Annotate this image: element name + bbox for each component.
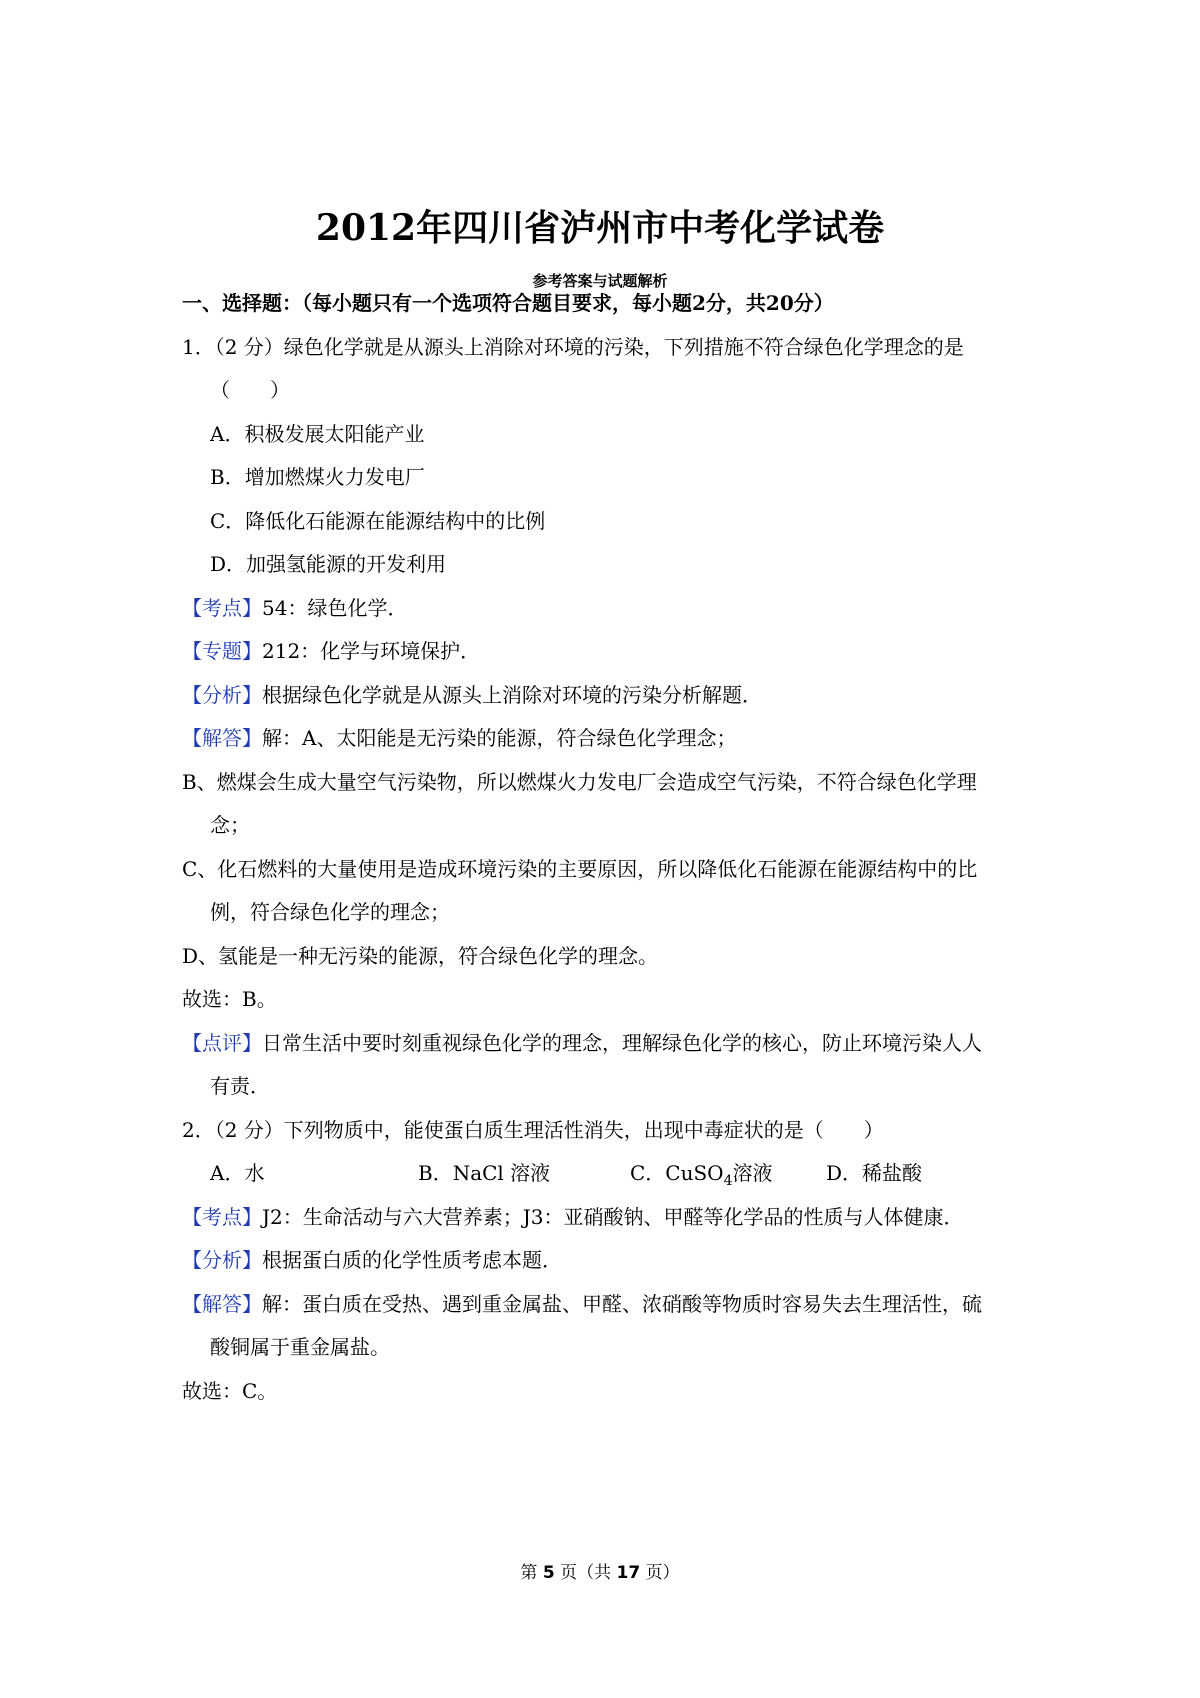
fenxi-tag: 【分析】 bbox=[182, 683, 262, 707]
kaodian-tag: 【考点】 bbox=[182, 1205, 262, 1229]
zhuanti-text: 212：化学与环境保护． bbox=[262, 639, 481, 663]
kaodian-tag: 【考点】 bbox=[182, 596, 262, 620]
q1-c-line1: C、化石燃料的大量使用是造成环境污染的主要原因，所以降低化石能源在能源结构中的比 bbox=[182, 857, 978, 881]
jieda-text: 解：A、太阳能是无污染的能源，符合绿色化学理念； bbox=[262, 726, 737, 750]
q2-answer: 故选：C。 bbox=[182, 1379, 278, 1403]
q1-b-line2: 念； bbox=[210, 813, 250, 837]
page-title: 2012年四川省泸州市中考化学试卷 bbox=[315, 207, 885, 249]
q2-option-c-pre: C．CuSO bbox=[630, 1161, 724, 1185]
q1-option-c: C．降低化石能源在能源结构中的比例 bbox=[210, 509, 546, 533]
zhuanti-tag: 【专题】 bbox=[182, 639, 262, 663]
q1-dianping bbox=[182, 1031, 982, 1055]
q2-option-d: D．稀盐酸 bbox=[826, 1161, 923, 1185]
footer-page-number: 5 bbox=[542, 1563, 555, 1583]
fenxi-text: 根据蛋白质的化学性质考虑本题． bbox=[262, 1248, 562, 1272]
q1-answer: 故选：B。 bbox=[182, 987, 277, 1011]
footer-mid: 页（共 bbox=[560, 1563, 612, 1583]
q2-stem: 2．（2 分）下列物质中，能使蛋白质生理活性消失，出现中毒症状的是（ ） bbox=[182, 1118, 884, 1142]
q1-kaodian bbox=[182, 596, 407, 620]
q1-fenxi bbox=[182, 683, 762, 707]
jieda-text: 解：蛋白质在受热、遇到重金属盐、甲醛、浓硝酸等物质时容易失去生理活性，硫 bbox=[262, 1292, 982, 1316]
q1-b-line1: B、燃煤会生成大量空气污染物，所以燃煤火力发电厂会造成空气污染，不符合绿色化学理 bbox=[182, 770, 977, 794]
q2-options bbox=[210, 1161, 922, 1193]
q2-jieda bbox=[182, 1292, 982, 1316]
q2-option-c-post: 溶液 bbox=[732, 1161, 773, 1185]
kaodian-text: J2：生命活动与六大营养素；J3：亚硝酸钠、甲醛等化学品的性质与人体健康． bbox=[262, 1205, 964, 1229]
fenxi-tag: 【分析】 bbox=[182, 1248, 262, 1272]
fenxi-text: 根据绿色化学就是从源头上消除对环境的污染分析解题． bbox=[262, 683, 762, 707]
q2-jieda-line2: 酸铜属于重金属盐。 bbox=[210, 1335, 390, 1359]
jieda-tag: 【解答】 bbox=[182, 726, 262, 750]
section-heading: 一、选择题：（每小题只有一个选项符合题目要求，每小题2分，共20分） bbox=[182, 291, 834, 315]
q2-fenxi bbox=[182, 1248, 562, 1272]
footer-post: 页） bbox=[645, 1563, 680, 1583]
q2-option-b: B．NaCl 溶液 bbox=[418, 1161, 551, 1185]
q2-option-c bbox=[630, 1161, 826, 1193]
footer-total-pages: 17 bbox=[616, 1563, 641, 1583]
q1-stem-line2: （ ） bbox=[210, 378, 290, 402]
page-subtitle: 参考答案与试题解析 bbox=[532, 272, 668, 290]
q2-option-a: A．水 bbox=[210, 1161, 265, 1185]
q1-option-d: D．加强氢能源的开发利用 bbox=[210, 552, 447, 576]
dianping-text: 日常生活中要时刻重视绿色化学的理念，理解绿色化学的核心，防止环境污染人人 bbox=[262, 1031, 982, 1055]
q1-jieda bbox=[182, 726, 736, 750]
q1-zhuanti bbox=[182, 639, 480, 663]
q1-option-b: B．增加燃煤火力发电厂 bbox=[210, 465, 425, 489]
q2-option-c-sub: 4 bbox=[723, 1173, 733, 1189]
q1-option-a: A．积极发展太阳能产业 bbox=[210, 422, 425, 446]
page-footer bbox=[0, 1558, 1200, 1583]
footer-pre: 第 bbox=[520, 1563, 538, 1583]
dianping-tag: 【点评】 bbox=[182, 1031, 262, 1055]
q1-c-line2: 例，符合绿色化学的理念； bbox=[210, 900, 450, 924]
jieda-tag: 【解答】 bbox=[182, 1292, 262, 1316]
q1-dianping-line2: 有责． bbox=[210, 1074, 270, 1098]
kaodian-text: 54：绿色化学． bbox=[262, 596, 408, 620]
q1-stem-line1: 1．（2 分）绿色化学就是从源头上消除对环境的污染，下列措施不符合绿色化学理念的是 bbox=[182, 335, 964, 359]
q1-d-line: D、氢能是一种无污染的能源，符合绿色化学的理念。 bbox=[182, 944, 659, 968]
q2-kaodian bbox=[182, 1205, 963, 1229]
